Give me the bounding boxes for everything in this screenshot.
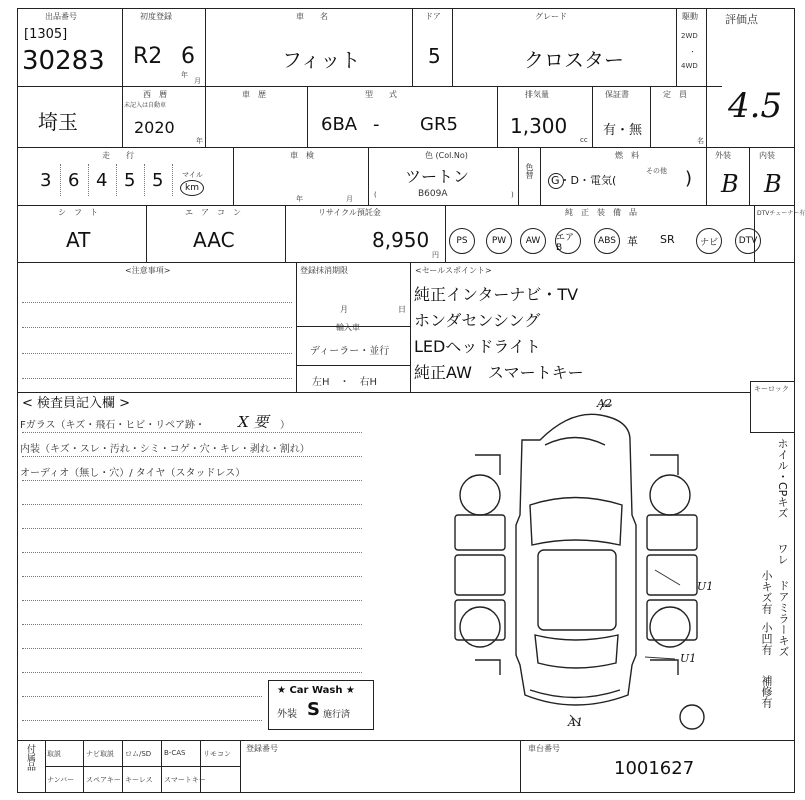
accessory-item: 取説	[47, 750, 61, 758]
equipment-item: DTV	[735, 228, 761, 254]
history-label: 車 歴	[242, 90, 266, 99]
score-label: 評価点	[725, 13, 758, 26]
sales-point: 純正AW スマートキー	[414, 363, 584, 382]
recycle-unit: 円	[432, 251, 439, 259]
interior-label: 内装	[759, 151, 775, 160]
steering-side: 左H ・ 右H	[312, 377, 378, 388]
lot-number: 30283	[22, 46, 105, 76]
sales-point: ホンダセンシング	[414, 311, 541, 330]
inspector-title: < 検査員記入欄 >	[22, 396, 131, 411]
tuner-label: DTVチューナー有	[757, 210, 805, 217]
car-wash-prefix: 外装	[277, 709, 297, 720]
fuel-value: G・D・電気(	[551, 174, 617, 187]
accessory-item: ロム/SD	[125, 750, 152, 758]
damage-note: ワレ	[776, 543, 789, 565]
diagram-mark: U1	[680, 652, 697, 665]
equipment-item: PS	[449, 228, 475, 254]
inspection-month-unit: 月	[346, 195, 353, 203]
model-label: 型 式	[365, 90, 397, 99]
accessory-item: B-CAS	[164, 749, 186, 757]
displacement: 1,300	[510, 114, 568, 138]
color-change-label: 色替	[525, 163, 534, 179]
accessory-item: キーレス	[125, 776, 153, 784]
damage-note: 小凹有	[760, 622, 773, 655]
year-unit: 年	[181, 71, 188, 79]
inspection-label: 車 検	[290, 151, 314, 160]
damage-note: ホイル・CPキズ	[776, 438, 789, 519]
mileage-digit: 5	[124, 170, 136, 191]
equipment-item: エアB	[555, 228, 581, 254]
glass-mark: X 要	[238, 413, 269, 431]
era-year: R2	[133, 44, 163, 69]
first-registration-label: 初度登録	[140, 12, 172, 21]
accessory-item: スマートキー	[164, 776, 206, 784]
sales-points-label: <セールスポイント>	[415, 266, 492, 275]
lot-sub-number: [1305]	[24, 27, 68, 42]
exterior-label: 外装	[715, 151, 731, 160]
mileage-digit: 6	[68, 170, 80, 191]
interior-note: 内装（キズ・スレ・汚れ・シミ・コゲ・穴・キレ・剥れ・割れ）	[20, 444, 310, 455]
ac-value: AAC	[193, 228, 235, 252]
drive-2wd: 2WD	[681, 32, 698, 40]
registration-number-label: 登録番号	[246, 744, 278, 753]
accessory-item: ナンバー	[47, 776, 75, 784]
capacity-label: 定 員	[663, 90, 687, 99]
warranty-value: 有・無	[603, 123, 643, 138]
damage-note: 小キズ有	[760, 570, 773, 614]
equipment-item: ABS	[594, 228, 620, 254]
door-label: ドア	[425, 12, 441, 21]
fuel-close: )	[685, 168, 693, 189]
recycle-fee: 8,950	[372, 228, 430, 252]
cc-unit: cc	[580, 136, 588, 144]
caution-label: <注意事項>	[125, 266, 171, 275]
color-code: B609A	[418, 189, 448, 199]
car-wash-suffix: 施行済	[323, 710, 351, 720]
car-wash-grade: S	[307, 699, 320, 720]
ac-label: エ ア コ ン	[185, 208, 241, 217]
damage-note: ドアミラーキズ	[777, 580, 790, 657]
mileage-digit: 5	[152, 170, 164, 191]
drive-label: 駆動	[682, 12, 698, 21]
glass-note-close: ）	[280, 420, 290, 431]
model-prefix: 6BA	[321, 114, 358, 135]
inspection-year-unit: 年	[296, 195, 303, 203]
registration-expiry-label: 登録抹消期限	[300, 266, 348, 275]
equipment-label: 純 正 装 備 品	[565, 208, 637, 217]
month-unit: 月	[194, 77, 201, 85]
accessory-item: リモコン	[203, 750, 231, 758]
car-name-label: 車 名	[296, 12, 328, 21]
model-dash: -	[373, 114, 380, 135]
prefecture: 埼玉	[38, 110, 78, 134]
equipment-item: PW	[486, 228, 512, 254]
accessory-item: ナビ取説	[86, 750, 114, 758]
sales-point: LEDヘッドライト	[414, 337, 541, 356]
capacity-unit: 名	[697, 137, 704, 145]
expiry-day-label: 日	[398, 305, 406, 314]
car-damage-diagram	[440, 395, 710, 735]
recycle-label: リサイクル預託金	[318, 208, 381, 217]
diagram-mark: U1	[697, 580, 714, 593]
lot-number-label: 出品番号	[45, 12, 77, 21]
car-wash-box	[268, 680, 374, 730]
fuel-label: 燃 料	[615, 151, 639, 160]
expiry-month-label: 月	[340, 305, 348, 314]
fuel-other: その他	[646, 167, 667, 175]
dealer-or-parallel: ディーラー・並行	[310, 346, 390, 357]
model-code: GR5	[420, 114, 458, 135]
score-value: 4.5	[728, 86, 783, 126]
color-value: ツートン	[405, 167, 470, 186]
first-reg-month: 6	[181, 44, 195, 69]
drive-4wd: 4WD	[681, 62, 698, 70]
frame-number: 1001627	[614, 758, 695, 779]
grade-label: グレード	[535, 12, 567, 21]
equipment-item: 革	[627, 235, 638, 248]
equipment-item: AW	[520, 228, 546, 254]
displacement-label: 排気量	[525, 90, 549, 99]
key-lock-label: キーロック	[754, 385, 789, 393]
year-note: 未記入は自動車	[124, 102, 167, 109]
accessory-item: スペアキー	[86, 776, 121, 784]
color-label: 色 (Col.No)	[425, 151, 468, 160]
mileage-label: 走 行	[102, 151, 134, 160]
row2-year-unit: 年	[196, 137, 203, 145]
car-wash-title: ★ Car Wash ★	[277, 685, 355, 696]
year-label: 西 暦	[143, 90, 167, 99]
shift-label: シ フ ト	[58, 208, 98, 217]
frame-number-label: 車台番号	[528, 744, 560, 753]
door-count: 5	[428, 44, 441, 68]
diagram-mark: A2	[597, 397, 612, 410]
equipment-item: ナビ	[696, 228, 722, 254]
diagram-mark: A1	[568, 716, 583, 729]
import-label: 輸入車	[336, 323, 360, 332]
accessory-label: 付属品	[25, 744, 35, 771]
exterior-grade: B	[721, 170, 739, 198]
equipment-item: SR	[660, 233, 675, 246]
interior-grade: B	[764, 170, 782, 198]
damage-note: 補修有	[760, 675, 773, 708]
mileage-unit-mile: マイル	[182, 171, 203, 179]
western-year: 2020	[134, 118, 175, 137]
sales-point: 純正インターナビ・TV	[414, 285, 579, 304]
warranty-label: 保証書	[605, 90, 629, 99]
mileage-digit: 4	[96, 170, 108, 191]
mileage-unit-km: km	[180, 180, 204, 196]
grade-value: クロスター	[524, 48, 624, 72]
glass-note: Fガラス（キズ・飛石・ヒビ・リペア跡・	[20, 420, 206, 431]
shift-value: AT	[66, 228, 91, 252]
audio-tire-note: オーディオ（無し・穴）/ タイヤ（スタッドレス）	[20, 468, 246, 479]
car-name: フィット	[282, 48, 361, 72]
mileage-digit: 3	[40, 170, 52, 191]
